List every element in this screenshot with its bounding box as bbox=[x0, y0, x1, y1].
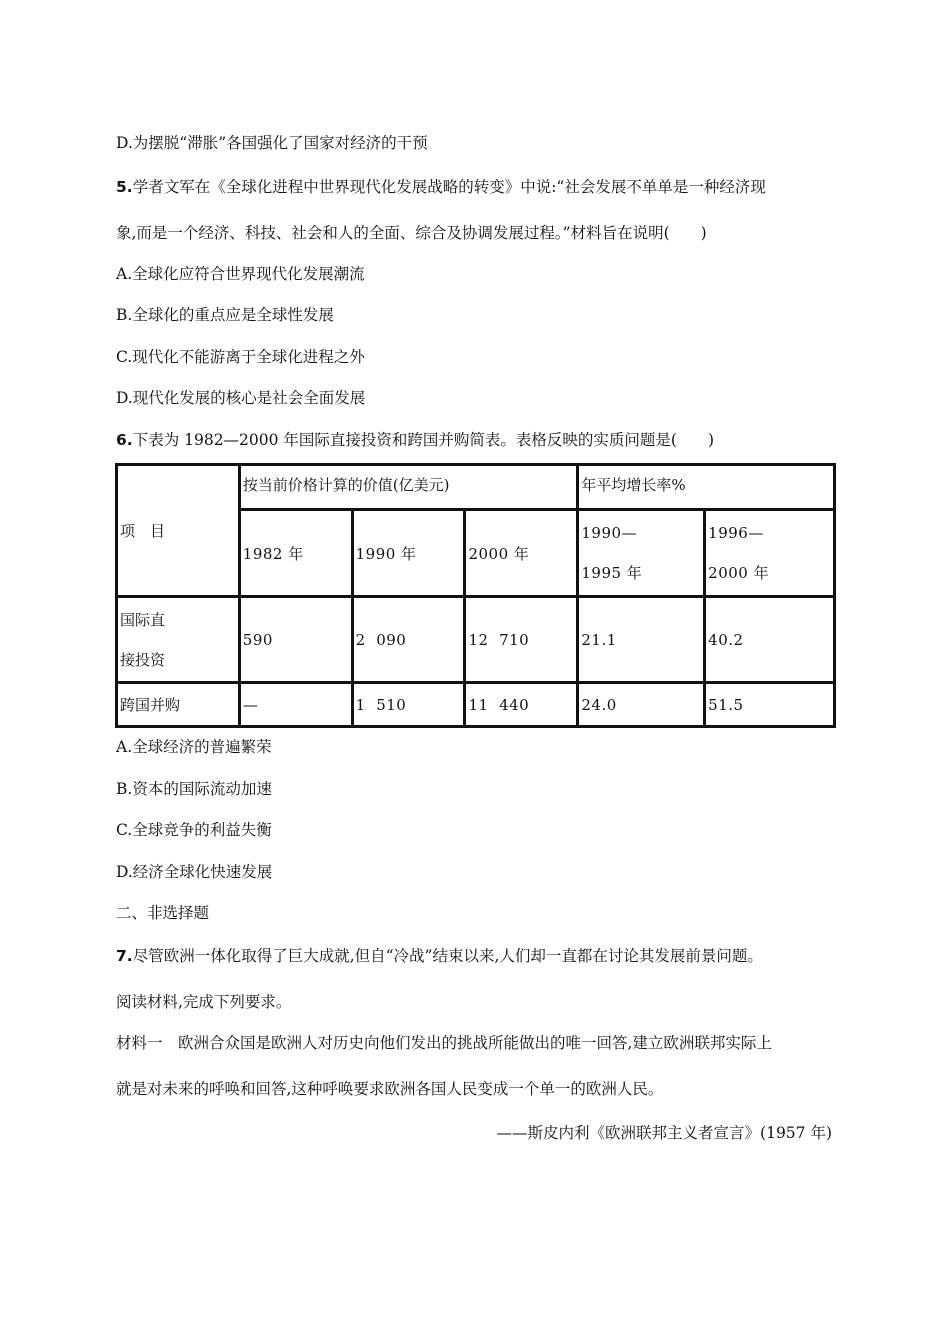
ma-rate-2: 51.5 bbox=[705, 683, 835, 727]
rate-period-1-line2: 1995 年 bbox=[581, 564, 643, 582]
q5-option-d: D.现代化发展的核心是社会全面发展 bbox=[116, 389, 366, 407]
rate-period-2 bbox=[705, 510, 835, 597]
item-header-cell bbox=[117, 465, 240, 597]
q5-option-a: A.全球化应符合世界现代化发展潮流 bbox=[116, 265, 365, 283]
q7-source: ——斯皮内利《欧洲联邦主义者宣言》(1957 年) bbox=[496, 1124, 832, 1142]
section-heading: 二、非选择题 bbox=[116, 904, 210, 922]
fdi-1982: 590 bbox=[239, 597, 352, 683]
row-label-fdi bbox=[117, 597, 240, 683]
ma-1982: — bbox=[239, 683, 352, 727]
rate-period-2-line1: 1996— bbox=[708, 524, 764, 542]
q7-number: 7. bbox=[116, 947, 133, 965]
value-header: 按当前价格计算的价值(亿美元) bbox=[239, 465, 578, 510]
ma-2000: 11 440 bbox=[465, 683, 578, 727]
ma-1990: 1 510 bbox=[352, 683, 465, 727]
row-label-fdi-line2: 接投资 bbox=[120, 650, 166, 669]
q5-stem-line2: 象,而是一个经济、科技、社会和人的全面、综合及协调发展过程。”材料旨在说明( ) bbox=[116, 224, 707, 242]
item-header: 项 目 bbox=[120, 522, 166, 540]
q4-option-d: D.为摆脱“滞胀”各国强化了国家对经济的干预 bbox=[116, 134, 428, 152]
q7-stem-text: 尽管欧洲一体化取得了巨大成就,但自“冷战”结束以来,人们却一直都在讨论其发展前景问题。 bbox=[132, 947, 763, 965]
q6-stem bbox=[116, 428, 714, 450]
q5-stem-line1 bbox=[116, 175, 766, 197]
q5-option-b: B.全球化的重点应是全球性发展 bbox=[116, 306, 334, 324]
q6-option-c: C.全球竞争的利益失衡 bbox=[116, 821, 272, 839]
ma-rate-1: 24.0 bbox=[578, 683, 705, 727]
table-row bbox=[117, 597, 835, 683]
fdi-1990: 2 090 bbox=[352, 597, 465, 683]
q7-stem-line2: 阅读材料,完成下列要求。 bbox=[116, 993, 292, 1011]
rate-header: 年平均增长率% bbox=[578, 465, 835, 510]
q6-number: 6. bbox=[116, 431, 133, 449]
q5-number: 5. bbox=[116, 178, 133, 196]
year-1990: 1990 年 bbox=[352, 510, 465, 597]
row-label-ma: 跨国并购 bbox=[117, 683, 240, 727]
rate-period-2-line2: 2000 年 bbox=[708, 564, 770, 582]
table-row bbox=[117, 683, 835, 727]
fdi-2000: 12 710 bbox=[465, 597, 578, 683]
fdi-rate-2: 40.2 bbox=[705, 597, 835, 683]
row-label-fdi-line1: 国际直 bbox=[120, 610, 166, 629]
rate-period-1 bbox=[578, 510, 705, 597]
q6-stem-text: 下表为 1982—2000 年国际直接投资和跨国并购简表。表格反映的实质问题是( ) bbox=[132, 431, 715, 449]
q7-stem-line1 bbox=[116, 944, 763, 966]
q6-option-b: B.资本的国际流动加速 bbox=[116, 780, 272, 798]
investment-table bbox=[115, 463, 836, 728]
q5-stem-text: 学者文军在《全球化进程中世界现代化发展战略的转变》中说:“社会发展不单单是一种经济现 bbox=[132, 178, 766, 196]
q6-option-a: A.全球经济的普遍繁荣 bbox=[116, 738, 272, 756]
year-2000: 2000 年 bbox=[465, 510, 578, 597]
q5-option-c: C.现代化不能游离于全球化进程之外 bbox=[116, 348, 365, 366]
rate-period-1-line1: 1990— bbox=[581, 524, 638, 542]
q7-material-line2: 就是对未来的呼唤和回答,这种呼唤要求欧洲各国人民变成一个单一的欧洲人民。 bbox=[116, 1080, 664, 1098]
fdi-rate-1: 21.1 bbox=[578, 597, 705, 683]
q6-option-d: D.经济全球化快速发展 bbox=[116, 863, 273, 881]
year-1982: 1982 年 bbox=[239, 510, 352, 597]
q7-material-line1: 材料一 欧洲合众国是欧洲人对历史向他们发出的挑战所能做出的唯一回答,建立欧洲联邦实际上 bbox=[116, 1034, 772, 1052]
